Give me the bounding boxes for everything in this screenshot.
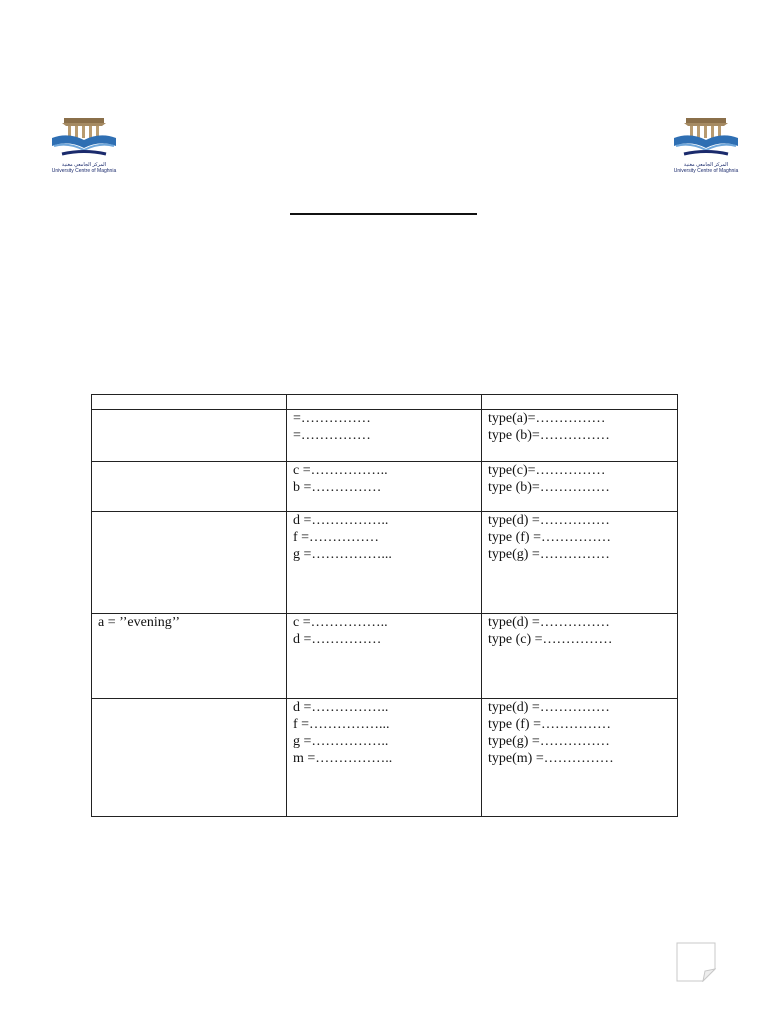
value-blank[interactable]: f =…………… [293,530,380,545]
table-header-row [92,395,678,410]
types-cell [482,699,678,817]
value-blank[interactable]: =…………… [293,411,371,426]
type-blank[interactable]: type(c)=…………… [488,463,606,478]
types-cell [482,410,678,462]
value-blank[interactable]: g =……………... [293,547,392,562]
page-curl-icon [676,942,716,982]
university-logo-right [670,116,742,174]
value-blank[interactable]: g =…………….. [293,734,389,749]
table-row [92,512,678,614]
values-cell [287,410,482,462]
type-blank[interactable]: type(m) =…………… [488,751,614,766]
header-cell [92,395,287,410]
type-blank[interactable]: type (c) =…………… [488,632,613,647]
logo-caption-english: University Centre of Maghnia [51,168,117,174]
type-blank[interactable]: type (b)=…………… [488,480,610,495]
statement-cell: a = ’’evening’’ [92,614,287,699]
table-row [92,462,678,512]
statement-cell [92,410,287,462]
statement-cell [92,512,287,614]
table-row [92,614,678,699]
value-blank[interactable]: b =…………… [293,480,382,495]
value-blank[interactable]: c =…………….. [293,463,388,478]
header-cell [482,395,678,410]
statement-cell [92,462,287,512]
university-logo-left [48,116,120,174]
type-blank[interactable]: type(d) =…………… [488,700,610,715]
header-cell [287,395,482,410]
title-underline [290,213,477,215]
worksheet-table [91,394,678,817]
types-cell [482,614,678,699]
type-blank[interactable]: type(g) =…………… [488,734,610,749]
table-row [92,699,678,817]
type-blank[interactable]: type (b)=…………… [488,428,610,443]
logo-caption-arabic: المركز الجامعي مغنية [683,162,729,168]
logo-caption-arabic: المركز الجامعي مغنية [61,162,107,168]
building-book-icon [48,116,120,162]
value-blank[interactable]: =…………… [293,428,371,443]
logo-caption-english: University Centre of Maghnia [673,168,739,174]
value-blank[interactable]: d =…………….. [293,513,389,528]
type-blank[interactable]: type (f) =…………… [488,717,611,732]
value-blank[interactable]: d =…………… [293,632,382,647]
values-cell [287,462,482,512]
value-blank[interactable]: m =…………….. [293,751,393,766]
type-blank[interactable]: type(a)=…………… [488,411,606,426]
type-blank[interactable]: type(d) =…………… [488,513,610,528]
values-cell [287,699,482,817]
type-blank[interactable]: type (f) =…………… [488,530,611,545]
values-cell [287,512,482,614]
building-book-icon [670,116,742,162]
type-blank[interactable]: type(g) =…………… [488,547,610,562]
statement-cell [92,699,287,817]
type-blank[interactable]: type(d) =…………… [488,615,610,630]
value-blank[interactable]: f =……………... [293,717,390,732]
values-cell [287,614,482,699]
types-cell [482,512,678,614]
value-blank[interactable]: c =…………….. [293,615,388,630]
types-cell [482,462,678,512]
value-blank[interactable]: d =…………….. [293,700,389,715]
table-row [92,410,678,462]
